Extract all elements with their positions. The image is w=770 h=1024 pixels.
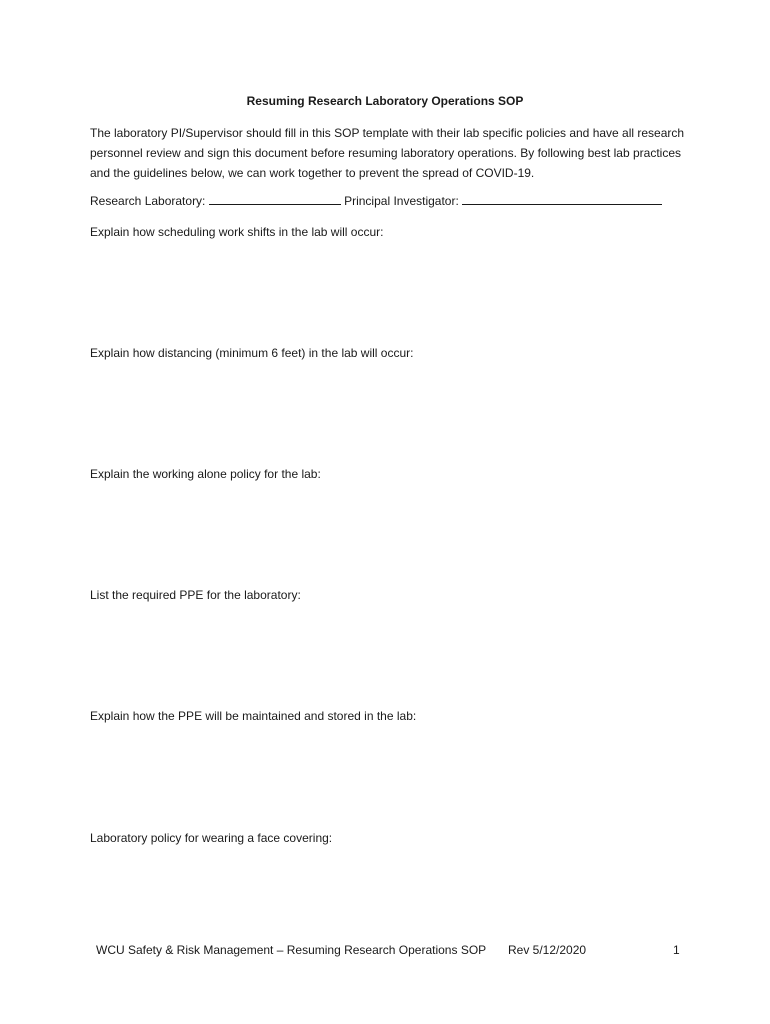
intro-text: The laboratory PI/Supervisor should fill in this SOP template with their lab specific policies and have all research personnel review and sign this document before resuming laboratory operations. By following best lab practices and the guidelines below, we can work together to prevent the spread of COVID-19. [90, 126, 685, 180]
question-required-ppe: List the required PPE for the laboratory: [90, 588, 301, 602]
question-face-covering: Laboratory policy for wearing a face covering: [90, 831, 333, 845]
question-distancing: Explain how distancing (minimum 6 feet) in the lab will occur: [90, 346, 414, 360]
principal-investigator-blank[interactable] [462, 194, 662, 205]
question-ppe-storage: Explain how the PPE will be maintained and stored in the lab: [90, 709, 417, 723]
principal-investigator-label: Principal Investigator: [344, 194, 459, 208]
intro-paragraph [90, 123, 690, 183]
research-laboratory-label: Research Laboratory: [90, 194, 206, 208]
page-number: 1 [673, 943, 680, 957]
question-working-alone: Explain the working alone policy for the lab: [90, 467, 321, 481]
question-scheduling: Explain how scheduling work shifts in the lab will occur: [90, 225, 384, 239]
footer-text: WCU Safety & Risk Management – Resuming Research Operations SOP [96, 943, 487, 957]
lab-info-fields [90, 194, 662, 208]
research-laboratory-blank[interactable] [209, 194, 341, 205]
footer-revision: Rev 5/12/2020 [508, 943, 587, 957]
document-title: Resuming Research Laboratory Operations SOP [246, 94, 524, 108]
